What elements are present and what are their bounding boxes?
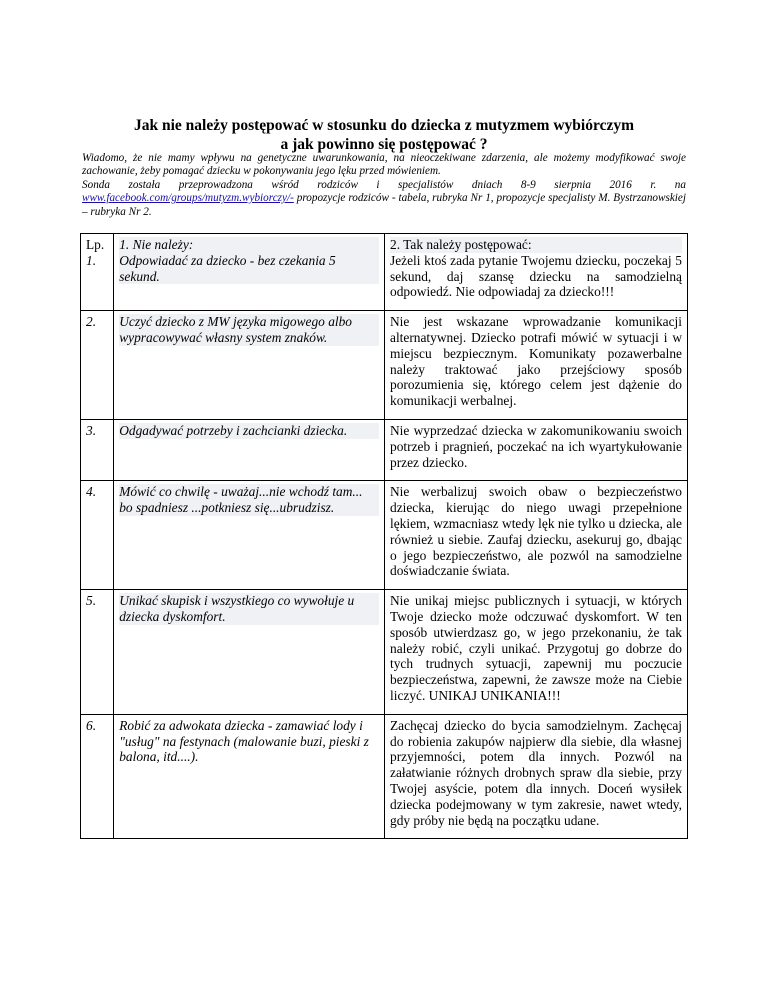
positive-text: Nie unikaj miejsc publicznych i sytuacji, w których Twoje dziecko może odczuwać dyskomfort. W ten sposób utwierdzasz go, w jego przekonaniu, że tak należy robić, czyli unikać. Przygotuj go dobrze do tych trudnych sytuacji, zapewnij mu poczucie bezpieczeństwa, zapewni, że zawsze może na Ciebie liczyć. UNIKAJ UNIKANIA!!! — [385, 590, 688, 715]
positive-text: Nie jest wskazane wprowadzanie komunikacji alternatywnej. Dziecko potrafi mówić w sytuacji i w miejscu bezpiecznym. Komunikaty pozawerbalne należy traktować jako przejściowy sposób porozumienia się, którego celem jest dążenie do komunikacji werbalnej. — [385, 311, 688, 420]
comparison-table — [80, 233, 688, 839]
negative-cell — [114, 481, 385, 590]
table-row — [81, 714, 688, 839]
row-number: 3. — [81, 419, 114, 480]
table-row — [81, 311, 688, 420]
document-title — [80, 116, 688, 154]
row-number: 4. — [81, 481, 114, 590]
intro-paragraph-1: Wiadomo, że nie mamy wpływu na genetyczne uwarunkowania, na nieoczekiwane zdarzenia, ale możemy modyfikować swoje zachowanie, żeby pomagać dziecku w pokonywaniu jego lęku przed mówieniem. — [82, 152, 686, 178]
row-number: 6. — [81, 714, 114, 839]
negative-cell — [114, 311, 385, 420]
lp-header: Lp. — [86, 237, 105, 252]
intro-sonda-text: Sonda została przeprowadzona wśród rodziców i specjalistów dniach 8-9 sierpnia 2016 r. na — [82, 178, 686, 191]
positive-column-header: 2. Tak należy postępować: — [390, 237, 682, 253]
negative-cell — [114, 590, 385, 715]
negative-text: Odpowiadać za dziecko - bez czekania 5 sekund. — [119, 253, 379, 285]
lp-cell — [81, 234, 114, 311]
facebook-group-link[interactable]: www.facebook.com/groups/mutyzm.wybiorczy/- — [82, 192, 294, 205]
negative-text: Robić za adwokata dziecka - zamawiać lody i "usług" na festynach (malowanie buzi, pieski z balona, itd....). — [119, 717, 369, 765]
negative-text: Odgadywać potrzeby i zachcianki dziecka. — [119, 423, 379, 439]
title-line-2: a jak powinno się postępować ? — [280, 136, 488, 153]
negative-column-header: 1. Nie należy: — [119, 237, 379, 253]
table-row — [81, 481, 688, 590]
row-number: 1. — [86, 252, 97, 268]
row-number: 2. — [81, 311, 114, 420]
positive-text: Nie wyprzedzać dziecka w zakomunikowaniu swoich potrzeb i pragnień, poczekać na ich wyartykułowanie przez dziecko. — [385, 419, 688, 480]
negative-cell — [114, 419, 385, 480]
negative-text: Mówić co chwilę - uważaj...nie wchodź tam... bo spadniesz ...potkniesz się...ubrudzisz. — [119, 484, 379, 516]
positive-text: Zachęcaj dziecko do bycia samodzielnym. Zachęcaj do robienia zakupów najpierw dla siebie, dla własnej przyjemności, potem dla innych. Pozwól na załatwianie różnych drobnych spraw dla siebie, przy Twojej asyście, potem dla innych. Doceń wysiłek dziecka podejmowany w tym zakresie, nawet wtedy, gdy próby nie będą na początku udane. — [385, 714, 688, 839]
intro-proposals-text: propozycje rodziców - tabela, rubryka Nr 1, propozycje specjalisty M. Bystrzanowskiej – rubryka Nr 2. — [82, 192, 686, 218]
intro-text — [82, 152, 686, 219]
negative-cell — [114, 714, 385, 839]
negative-text: Uczyć dziecko z MW języka migowego albo wypracowywać własny system znaków. — [119, 314, 379, 346]
positive-text: Nie werbalizuj swoich obaw o bezpieczeństwo dziecka, kierując do niego uwagi przepełnione lękiem, wzmacniasz wtedy lęk nie tylko u dziecka, ale również u siebie. Zaufaj dziecku, asekuruj go, dbając o jego bezpieczeństwo, ale pozwól na samodzielne doświadczanie świata. — [385, 481, 688, 590]
table-row — [81, 419, 688, 480]
table-row — [81, 590, 688, 715]
intro-paragraph-2 — [82, 179, 686, 219]
row-number: 5. — [81, 590, 114, 715]
negative-text: Unikać skupisk i wszystkiego co wywołuje u dziecka dyskomfort. — [119, 593, 379, 625]
title-line-1: Jak nie należy postępować w stosunku do dziecka z mutyzmem wybiórczym — [133, 117, 634, 134]
table-row — [81, 234, 688, 311]
negative-cell — [114, 234, 385, 311]
positive-cell — [385, 234, 688, 311]
positive-text: Jeżeli ktoś zada pytanie Twojemu dziecku, poczekaj 5 sekund, daj szansę dziecku na samodzielną odpowiedź. Nie odpowiadaj za dziecko!!! — [390, 252, 682, 300]
